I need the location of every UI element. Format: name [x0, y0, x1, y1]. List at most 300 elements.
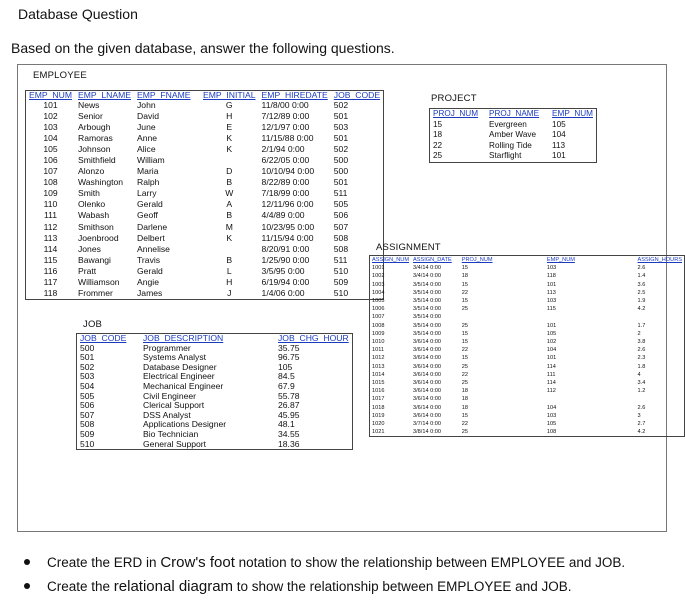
table-cell: Jones: [77, 243, 101, 254]
table-cell: Gerald: [137, 265, 163, 276]
assignment-table-label: ASSIGNMENT: [376, 242, 441, 253]
table-cell: 12/1/97 0:00: [261, 122, 310, 133]
table-cell: 3/5/14 0:00: [413, 298, 441, 305]
table-cell: 117: [43, 276, 58, 287]
table-row: [370, 412, 684, 420]
table-cell: 1019: [372, 412, 385, 419]
table-cell: Systems Analyst: [143, 352, 207, 363]
table-cell: L: [226, 265, 232, 276]
table-cell: 507: [333, 221, 349, 232]
table-cell: June: [137, 122, 156, 133]
table-cell: DSS Analyst: [143, 409, 191, 420]
column-header: PROJ_NAME: [489, 109, 540, 118]
table-cell: 55.78: [278, 390, 300, 401]
table-row: [370, 363, 684, 371]
table-cell: 1010: [372, 339, 385, 346]
table-cell: 115: [43, 254, 58, 265]
table-cell: E: [226, 122, 233, 133]
table-cell: Geoff: [137, 210, 158, 221]
table-row: [370, 289, 684, 297]
table-row: [26, 255, 383, 266]
table-cell: 1.7: [637, 322, 646, 329]
table-cell: 48.1: [278, 419, 295, 430]
table-cell: 106: [43, 155, 58, 166]
table-cell: 115: [546, 306, 556, 313]
table-cell: H: [226, 111, 233, 122]
table-cell: 3/6/14 0:00: [413, 404, 441, 411]
table-cell: 1.8: [637, 363, 646, 370]
table-cell: 6/19/94 0:00: [261, 276, 310, 287]
table-row: [77, 392, 352, 402]
table-row: [26, 277, 383, 288]
column-header: EMP_INITIAL: [203, 90, 256, 100]
table-cell: 114: [546, 380, 556, 387]
table-cell: 1007: [372, 314, 385, 321]
table-cell: M: [225, 221, 233, 232]
table-cell: 22: [461, 347, 468, 354]
column-header: EMP_LNAME: [77, 90, 131, 100]
task-list: [24, 550, 625, 598]
task-text-prefix: Create the: [47, 578, 114, 594]
table-cell: 2.3: [637, 355, 646, 362]
table-cell: 25: [461, 380, 468, 387]
employee-table: [25, 90, 384, 300]
table-cell: Smith: [77, 188, 100, 199]
table-cell: 22: [433, 140, 443, 150]
table-cell: Arbough: [77, 122, 111, 133]
table-cell: 3/6/14 0:00: [413, 363, 441, 370]
table-cell: 102: [43, 111, 58, 122]
table-cell: Anne: [137, 133, 158, 144]
table-cell: 506: [80, 400, 95, 411]
table-cell: 3/6/14 0:00: [413, 412, 441, 419]
table-cell: 114: [43, 243, 58, 254]
task-item: [24, 574, 625, 598]
table-cell: 22: [461, 289, 468, 296]
table-cell: 506: [333, 210, 349, 221]
table-cell: K: [226, 232, 233, 243]
table-cell: 113: [552, 140, 566, 150]
table-cell: 509: [333, 276, 349, 287]
table-row: [77, 401, 352, 411]
table-cell: 10/23/95 0:00: [261, 221, 315, 232]
table-row: [370, 264, 684, 272]
table-cell: 102: [546, 339, 557, 346]
table-cell: 15: [461, 281, 468, 288]
table-cell: Delbert: [137, 232, 165, 243]
table-cell: 3: [637, 412, 641, 419]
table-row: [26, 111, 383, 122]
task-text-rest: notation to show the relationship between EMPLOYEE and JOB.: [234, 554, 626, 570]
table-cell: W: [225, 188, 234, 199]
table-cell: A: [226, 199, 233, 210]
table-cell: 114: [546, 363, 556, 370]
table-cell: 1011: [372, 347, 385, 354]
column-header: PROJ_NUM: [461, 257, 493, 263]
table-cell: Ramoras: [77, 133, 113, 144]
table-cell: 3/5/14 0:00: [413, 330, 441, 337]
table-cell: 111: [43, 210, 58, 221]
table-cell: Alonzo: [77, 166, 105, 177]
table-cell: 104: [43, 133, 58, 144]
table-cell: 509: [80, 428, 95, 439]
table-row: [370, 322, 684, 330]
table-cell: 1016: [372, 388, 385, 395]
table-cell: Travis: [137, 254, 161, 265]
table-cell: Programmer: [143, 342, 191, 353]
table-cell: 501: [333, 177, 349, 188]
table-cell: 502: [80, 361, 95, 372]
table-cell: 502: [333, 100, 349, 111]
table-cell: 1.9: [637, 298, 646, 305]
table-cell: 508: [80, 419, 95, 430]
task-text-rest: to show the relationship between EMPLOYEE and JOB.: [233, 578, 572, 594]
table-row: [370, 272, 684, 280]
table-cell: 1003: [372, 281, 385, 288]
table-row: [26, 155, 383, 166]
table-cell: 510: [333, 265, 349, 276]
table-row: [370, 420, 684, 428]
table-cell: 503: [333, 122, 349, 133]
table-cell: 103: [546, 412, 557, 419]
table-cell: Washington: [77, 177, 124, 188]
table-cell: Darlene: [137, 221, 168, 232]
intro-text: Based on the given database, answer the following questions.: [11, 40, 395, 56]
table-cell: 113: [546, 289, 556, 296]
column-header: JOB_DESCRIPTION: [143, 333, 224, 343]
table-cell: 2.6: [637, 347, 646, 354]
table-cell: Alice: [137, 144, 156, 155]
table-cell: 18.36: [278, 438, 300, 449]
table-row: [370, 330, 684, 338]
table-cell: 2.7: [637, 421, 646, 428]
table-cell: Applications Designer: [143, 419, 227, 430]
bullet-icon: [24, 559, 30, 565]
table-row: [370, 281, 684, 289]
table-row: [26, 122, 383, 133]
table-cell: Senior: [77, 111, 103, 122]
column-header: EMP_NUM: [552, 109, 593, 118]
table-cell: David: [137, 111, 159, 122]
table-row: [430, 151, 596, 162]
table-cell: Evergreen: [489, 119, 527, 129]
table-row: [77, 430, 352, 440]
table-cell: Clerical Support: [143, 400, 205, 411]
table-cell: 101: [552, 151, 566, 160]
task-text-emphasis: relational diagram: [113, 577, 234, 595]
table-cell: 11/8/00 0:00: [261, 100, 309, 111]
table-cell: 1008: [372, 322, 385, 329]
table-cell: J: [227, 287, 232, 298]
table-cell: 503: [80, 371, 95, 382]
table-cell: 1018: [372, 404, 385, 411]
table-row: [370, 297, 684, 305]
table-cell: 105: [278, 361, 293, 372]
table-cell: 84.5: [278, 371, 295, 382]
table-cell: B: [226, 254, 233, 265]
table-cell: General Support: [143, 438, 207, 449]
table-cell: 67.9: [278, 380, 295, 391]
table-row: [26, 222, 383, 233]
table-row: [370, 395, 684, 403]
table-cell: 108: [43, 177, 58, 188]
table-cell: 3/6/14 0:00: [413, 339, 441, 346]
table-cell: William: [137, 155, 165, 166]
table-cell: 25: [433, 151, 443, 160]
table-cell: 11/15/94 0:00: [261, 232, 314, 243]
table-cell: 1006: [372, 306, 385, 313]
table-cell: 15: [461, 412, 468, 419]
table-cell: 8/22/89 0:00: [261, 177, 310, 188]
table-cell: 15: [461, 298, 468, 305]
table-cell: 103: [546, 265, 557, 272]
column-header: EMP_NUM: [546, 257, 575, 263]
table-row: [370, 313, 684, 321]
table-cell: 3/6/14 0:00: [413, 388, 441, 395]
column-header: PROJ_NUM: [433, 109, 479, 118]
table-cell: 511: [333, 188, 348, 199]
table-cell: [200, 155, 259, 166]
table-cell: 2.6: [637, 404, 646, 411]
table-cell: 505: [333, 199, 349, 210]
table-cell: 3/7/14 0:00: [413, 421, 441, 428]
table-cell: 112: [546, 388, 556, 395]
table-row: [77, 420, 352, 430]
page-title: Database Question: [18, 6, 138, 22]
table-cell: Starflight: [489, 151, 522, 160]
table-cell: 34.55: [278, 428, 300, 439]
table-cell: Pratt: [77, 265, 97, 276]
table-cell: 1.2: [637, 388, 646, 395]
table-cell: Bawangi: [77, 254, 111, 265]
table-cell: 508: [333, 232, 349, 243]
table-cell: 25: [461, 363, 468, 370]
table-cell: 22: [461, 421, 468, 428]
table-cell: 18: [461, 396, 468, 403]
table-cell: 25: [461, 429, 468, 436]
table-cell: 1/4/06 0:00: [261, 287, 305, 298]
table-cell: Olenko: [77, 199, 106, 210]
header-row: [26, 91, 383, 100]
table-cell: 107: [43, 166, 58, 177]
table-cell: 7/18/99 0:00: [261, 188, 310, 199]
table-cell: 6/22/05 0:00: [261, 155, 310, 166]
table-cell: 25: [461, 322, 468, 329]
column-header: ASSIGN_HOURS: [637, 257, 682, 263]
table-cell: Civil Engineer: [143, 390, 197, 401]
table-cell: 116: [43, 265, 58, 276]
table-cell: 96.75: [278, 352, 300, 363]
table-row: [26, 210, 383, 221]
table-cell: 8/20/91 0:00: [261, 243, 310, 254]
table-cell: 501: [80, 352, 95, 363]
table-row: [370, 404, 684, 412]
table-cell: 112: [43, 221, 58, 232]
table-cell: 3/5/14 0:00: [413, 281, 441, 288]
table-cell: 10/10/94 0:00: [261, 166, 315, 177]
table-cell: 1020: [372, 421, 385, 428]
table-cell: 502: [333, 144, 349, 155]
table-cell: 110: [43, 199, 58, 210]
table-cell: [454, 313, 507, 321]
table-cell: Wabash: [77, 210, 110, 221]
table-cell: 1012: [372, 355, 385, 362]
employee-table-label: EMPLOYEE: [33, 70, 87, 81]
table-row: [26, 233, 383, 244]
table-cell: 2: [637, 330, 641, 337]
table-cell: News: [77, 100, 100, 111]
job-table-label: JOB: [83, 319, 103, 330]
table-cell: 2.5: [637, 289, 646, 296]
table-cell: 1002: [372, 273, 385, 280]
table-cell: [507, 395, 598, 403]
table-row: [370, 346, 684, 354]
column-header: JOB_CHG_HOUR: [278, 333, 349, 343]
table-cell: Annelise: [137, 243, 170, 254]
table-cell: 15: [461, 265, 468, 272]
table-cell: 25: [461, 306, 468, 313]
table-cell: James: [137, 287, 163, 298]
table-cell: Larry: [137, 188, 157, 199]
table-cell: 104: [546, 347, 557, 354]
table-cell: 4/4/89 0:00: [261, 210, 305, 221]
table-cell: 118: [546, 273, 556, 280]
table-cell: 101: [43, 100, 58, 111]
table-cell: 101: [546, 355, 557, 362]
table-cell: 4.2: [637, 306, 646, 313]
table-cell: 3/5/14 0:00: [413, 289, 441, 296]
table-cell: 1017: [372, 396, 385, 403]
table-row: [77, 440, 352, 450]
table-cell: 4.2: [637, 429, 646, 436]
table-cell: 3/8/14 0:00: [413, 429, 441, 436]
table-cell: Williamson: [77, 276, 120, 287]
table-cell: 105: [546, 330, 557, 337]
project-table: [429, 108, 597, 163]
table-cell: 4: [637, 371, 641, 378]
table-cell: 104: [552, 130, 566, 139]
table-cell: 103: [546, 298, 557, 305]
table-cell: 507: [80, 409, 95, 420]
table-cell: 1009: [372, 330, 385, 337]
table-row: [26, 188, 383, 199]
table-row: [26, 199, 383, 210]
table-row: [370, 354, 684, 362]
table-cell: 108: [546, 429, 557, 436]
table-cell: 105: [43, 144, 58, 155]
table-cell: 101: [546, 322, 557, 329]
table-cell: 500: [333, 166, 349, 177]
column-header: EMP_FNAME: [137, 90, 191, 100]
table-cell: 501: [333, 111, 349, 122]
table-row: [430, 130, 596, 141]
table-row: [370, 338, 684, 346]
table-cell: Angie: [137, 276, 159, 287]
table-cell: Database Designer: [143, 361, 217, 372]
column-header: EMP_NUM: [29, 90, 72, 100]
table-cell: 3/6/14 0:00: [413, 396, 441, 403]
table-cell: 15: [433, 119, 443, 129]
table-cell: Amber Wave: [489, 130, 537, 139]
table-cell: 3/4/14 0:00: [413, 273, 441, 280]
table-cell: 113: [43, 232, 58, 243]
table-cell: 1004: [372, 289, 385, 296]
table-cell: 2/1/94 0:00: [261, 144, 305, 155]
task-item: [24, 550, 625, 574]
table-cell: 3/5/14 0:00: [413, 306, 441, 313]
table-cell: Bio Technician: [143, 428, 199, 439]
table-row: [26, 177, 383, 188]
table-cell: [507, 313, 598, 321]
table-cell: 1021: [372, 429, 385, 436]
table-cell: 1.4: [637, 273, 646, 280]
table-cell: 15: [461, 355, 468, 362]
table-cell: 3/5/95 0:00: [261, 265, 305, 276]
table-cell: Rolling Tide: [489, 140, 532, 150]
table-cell: Electrical Engineer: [143, 371, 215, 382]
table-cell: 118: [43, 287, 58, 298]
table-row: [430, 141, 596, 152]
job-table: [76, 333, 353, 450]
table-cell: 2.6: [637, 265, 646, 272]
column-header: EMP_HIREDATE: [261, 90, 328, 100]
column-header: ASSIGN_DATE: [413, 257, 452, 263]
table-row: [26, 288, 383, 299]
table-cell: 508: [333, 243, 349, 254]
task-text-emphasis: Crow's foot: [160, 553, 235, 571]
table-cell: Frommer: [77, 287, 113, 298]
table-cell: 3.6: [637, 281, 646, 288]
table-cell: Joenbrood: [77, 232, 119, 243]
table-cell: 511: [333, 254, 348, 265]
table-cell: 3.4: [637, 380, 646, 387]
table-cell: 3/6/14 0:00: [413, 355, 441, 362]
table-cell: 105: [546, 421, 557, 428]
table-cell: 22: [461, 371, 468, 378]
table-cell: [598, 313, 684, 321]
table-cell: 3/5/14 0:00: [413, 314, 441, 321]
table-cell: Gerald: [137, 199, 163, 210]
table-cell: Maria: [137, 166, 159, 177]
table-cell: Mechanical Engineer: [143, 380, 224, 391]
table-cell: K: [226, 144, 233, 155]
table-cell: 1014: [372, 371, 385, 378]
assignment-table: [369, 255, 685, 437]
table-cell: 18: [461, 273, 468, 280]
table-cell: Smithfield: [77, 155, 116, 166]
table-cell: D: [226, 166, 233, 177]
table-cell: 111: [546, 371, 556, 378]
table-cell: 18: [461, 388, 468, 395]
table-row: [26, 244, 383, 255]
table-cell: H: [226, 276, 233, 287]
table-cell: G: [225, 100, 233, 111]
table-row: [26, 144, 383, 155]
table-row: [26, 266, 383, 277]
table-row: [77, 344, 352, 354]
table-cell: 103: [43, 122, 58, 133]
table-cell: 15: [461, 330, 468, 337]
table-cell: 1/25/90 0:00: [261, 254, 310, 265]
table-cell: 3/5/14 0:00: [413, 322, 441, 329]
header-row: [370, 256, 684, 264]
table-cell: 45.95: [278, 409, 300, 420]
table-row: [26, 166, 383, 177]
table-cell: 18: [461, 404, 468, 411]
table-cell: 3/6/14 0:00: [413, 371, 441, 378]
table-row: [370, 305, 684, 313]
table-cell: 1001: [372, 265, 385, 272]
